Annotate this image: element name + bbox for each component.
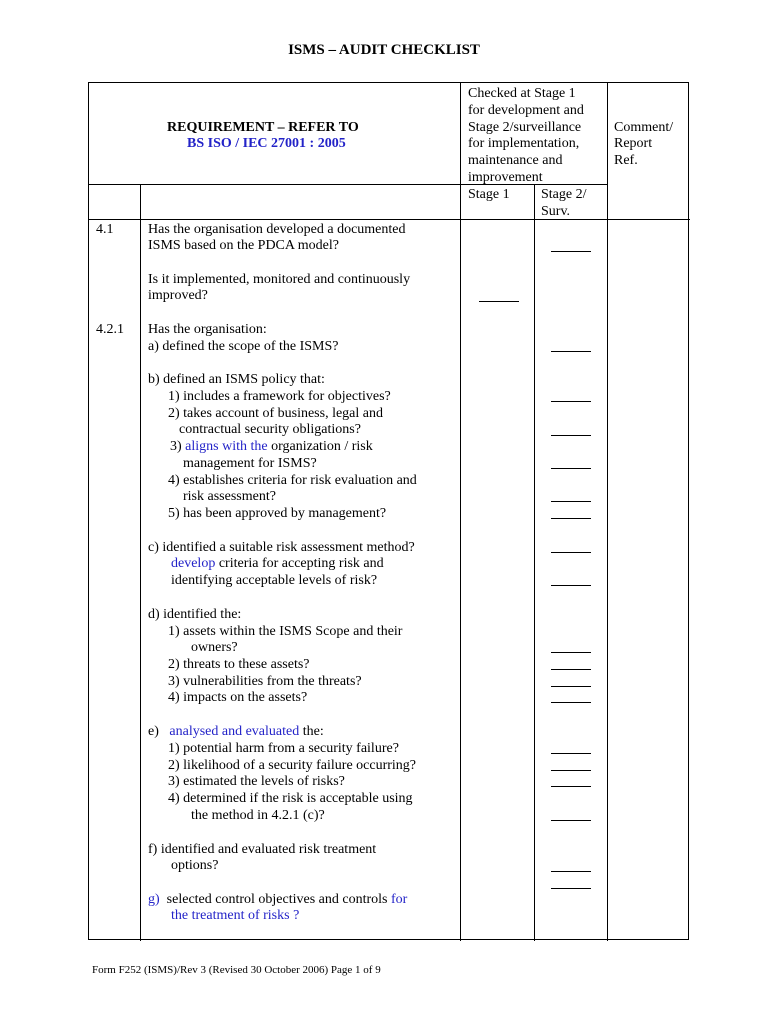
stage2-check-blank[interactable] <box>551 753 591 754</box>
requirement-line: develop criteria for accepting risk and <box>171 556 384 571</box>
page-footer: Form F252 (ISMS)/Rev 3 (Revised 30 October 2006) Page 1 of 9 <box>92 964 381 976</box>
stage2-check-blank[interactable] <box>551 871 591 872</box>
requirement-line: 1) includes a framework for objectives? <box>168 389 391 404</box>
requirement-line: identifying acceptable levels of risk? <box>171 573 378 588</box>
requirement-line: 2) threats to these assets? <box>168 657 310 672</box>
requirement-line: 2) likelihood of a security failure occurring? <box>168 758 417 773</box>
requirement-line: 3) aligns with the organization / risk <box>170 439 373 454</box>
requirement-line: 4) establishes criteria for risk evaluation and <box>168 473 417 488</box>
divider-comment-col <box>607 83 608 941</box>
clause-number: 4.1 <box>96 222 114 237</box>
stage2-check-blank[interactable] <box>551 888 591 889</box>
clause-number: 4.2.1 <box>96 322 124 337</box>
stage2-header: Stage 2/ <box>541 187 587 202</box>
requirement-line: a) defined the scope of the ISMS? <box>148 339 339 354</box>
requirement-line: risk assessment? <box>183 489 276 504</box>
stage2-check-blank[interactable] <box>551 351 591 352</box>
requirement-header: REQUIREMENT – REFER TO <box>167 120 359 135</box>
checked-header-3: Stage 2/surveillance <box>468 120 582 135</box>
stage2-check-blank[interactable] <box>551 435 591 436</box>
checked-header-1: Checked at Stage 1 <box>468 86 576 101</box>
checked-header-2: for development and <box>468 103 584 118</box>
stage1-header: Stage 1 <box>468 187 510 202</box>
checked-header-5: maintenance and <box>468 153 563 168</box>
requirement-line: management for ISMS? <box>183 456 317 471</box>
divider-stage-col <box>534 184 535 941</box>
requirement-line: f) identified and evaluated risk treatment <box>148 842 377 857</box>
requirement-line: the treatment of risks ? <box>171 908 300 923</box>
requirement-line: contractual security obligations? <box>179 422 361 437</box>
requirement-line: c) identified a suitable risk assessment method? <box>148 540 415 555</box>
requirement-line: 4) impacts on the assets? <box>168 690 308 705</box>
stage2-check-blank[interactable] <box>551 501 591 502</box>
comment-header-report: Report <box>614 136 653 151</box>
requirement-line: 3) vulnerabilities from the threats? <box>168 674 362 689</box>
checked-header-4: for implementation, <box>468 136 580 151</box>
stage2-check-blank[interactable] <box>551 401 591 402</box>
requirement-line: ISMS based on the PDCA model? <box>148 238 339 253</box>
requirement-line: g) selected control objectives and controls for <box>148 892 408 907</box>
stage2-check-blank[interactable] <box>551 786 591 787</box>
stage2-check-blank[interactable] <box>551 820 591 821</box>
stage2-check-blank[interactable] <box>551 652 591 653</box>
requirement-line: b) defined an ISMS policy that: <box>148 372 325 387</box>
requirement-line: options? <box>171 858 219 873</box>
requirement-line: the method in 4.2.1 (c)? <box>191 808 325 823</box>
requirement-line: e) analysed and evaluated the: <box>148 724 324 739</box>
requirement-line: Has the organisation developed a documented <box>148 222 406 237</box>
stage2-check-blank[interactable] <box>551 468 591 469</box>
stage2-check-blank[interactable] <box>551 585 591 586</box>
checklist-table <box>88 82 689 940</box>
requirement-line: 5) has been approved by management? <box>168 506 387 521</box>
stage2-check-blank[interactable] <box>551 251 591 252</box>
requirement-line: 1) potential harm from a security failure? <box>168 741 399 756</box>
header-bottom-divider <box>89 219 690 220</box>
stage2-check-blank[interactable] <box>551 702 591 703</box>
stage2-check-blank[interactable] <box>551 669 591 670</box>
requirement-line: Has the organisation: <box>148 322 267 337</box>
stage2-check-blank[interactable] <box>551 686 591 687</box>
requirement-line: 3) estimated the levels of risks? <box>168 774 345 789</box>
stage2-check-blank[interactable] <box>551 518 591 519</box>
stage2-check-blank[interactable] <box>551 770 591 771</box>
requirement-line: 1) assets within the ISMS Scope and their <box>168 624 403 639</box>
divider-clause-col <box>140 184 141 941</box>
requirement-line: owners? <box>191 640 238 655</box>
requirement-line: improved? <box>148 288 208 303</box>
stage2-check-blank[interactable] <box>551 552 591 553</box>
checked-header-6: improvement <box>468 170 543 185</box>
page-title: ISMS – AUDIT CHECKLIST <box>288 42 480 58</box>
requirement-line: d) identified the: <box>148 607 242 622</box>
divider-requirement-col <box>460 83 461 941</box>
comment-header: Comment/ <box>614 120 674 135</box>
stage1-check-blank[interactable] <box>479 301 519 302</box>
requirement-line: 2) takes account of business, legal and <box>168 406 383 421</box>
requirement-line: Is it implemented, monitored and continuously <box>148 272 411 287</box>
requirement-line: 4) determined if the risk is acceptable using <box>168 791 413 806</box>
stage2-header-surv: Surv. <box>541 204 571 219</box>
standard-reference: BS ISO / IEC 27001 : 2005 <box>187 136 346 151</box>
comment-header-ref: Ref. <box>614 153 638 168</box>
